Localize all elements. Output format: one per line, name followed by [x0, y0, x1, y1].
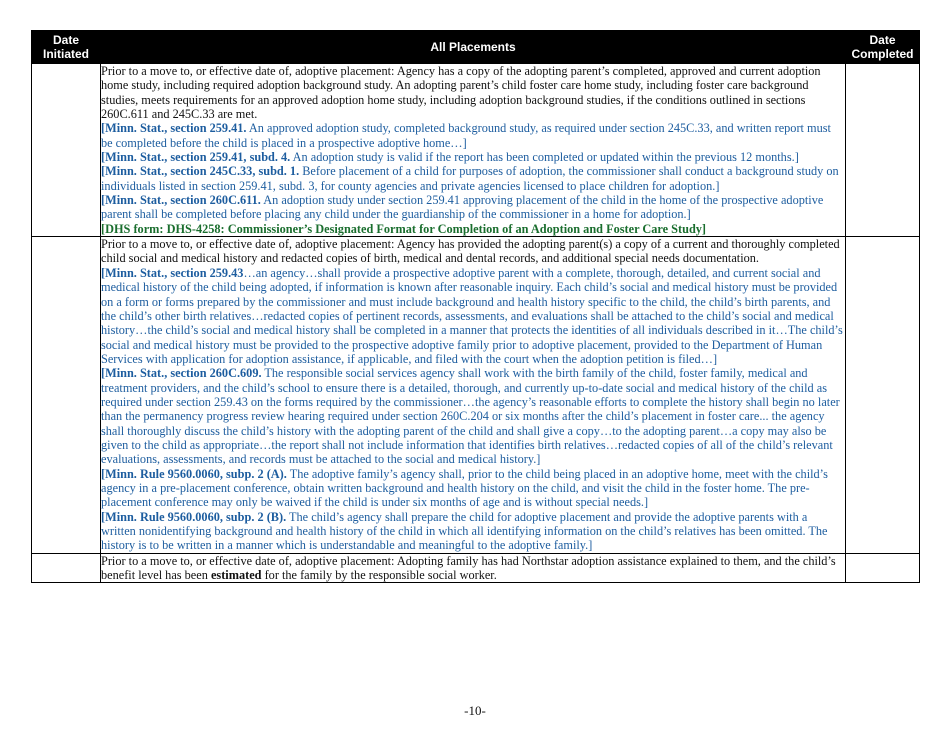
date-initiated-cell[interactable]: [32, 553, 101, 583]
rule-citation: [Minn. Rule 9560.0060, subp. 2 (A). The adoptive family’s agency shall, prior to the child being placed in an adoptive home, meet with the child’s agency in a pre-placement conference, obtain written background and health history on the child, and visit the child in the foster home. The pre-placement conference may only be waived if the child is under six months of age and is without special needs.]: [101, 466, 828, 510]
date-completed-cell[interactable]: [846, 553, 920, 583]
statute-citation: [Minn. Stat., section 259.41. An approved adoption study, completed background study, as required under section 245C.33, and written report must be completed before the child is placed in a prospective adoptive home…]: [101, 121, 831, 150]
statute-citation: [Minn. Stat., section 259.41, subd. 4. An adoption study is valid if the report has been completed or updated within the previous 12 months.]: [101, 150, 799, 165]
date-initiated-cell[interactable]: [32, 237, 101, 554]
date-completed-header: Date Completed: [846, 31, 920, 64]
date-completed-cell[interactable]: [846, 64, 920, 237]
dhs-form-reference: [DHS form: DHS-4258: Commissioner’s Designated Format for Completion of an Adoption and Foster Care Study]: [101, 221, 707, 236]
all-placements-header: All Placements: [101, 31, 846, 64]
requirement-text: Prior to a move to, or effective date of, adoptive placement: Agency has a copy of the adopting parent’s completed, approved and current adoption home study, including required adoption background study. An adopting parent’s child foster care home study, including foster care background studies, meets requirements for an approved adoption home study, including adoption background studies, if the conditions outlined in sections 260C.611 and 245C.33 are met.: [101, 64, 821, 122]
statute-citation: [Minn. Stat., section 260C.609. The responsible social services agency shall work with the birth family of the child, foster family, medical and treatment providers, and the child’s school to ensure there is a detailed, thorough, and currently up-to-date social and medical history of the child as required under section 259.43 on the forms required by the commissioner…the agency’s reasonable efforts to complete the history shall begin no later than the permanency progress review hearing required under section 260C.204 or six months after the child’s placement in foster care... the agency shall thoroughly discuss the child’s history with the adopting parent of the child and shall give a copy…to the adopting parent…a copy may also be given to the child as appropriate…the report shall not include information that identifies birth relatives…redacted copies of all of the child’s relevant evaluations, assessments, and records must be attached to the social and medical history.]: [101, 366, 840, 467]
page-number: -10-: [464, 703, 486, 718]
table-row: [32, 553, 920, 583]
requirement-cell: [101, 64, 846, 237]
rule-citation: [Minn. Rule 9560.0060, subp. 2 (B). The child’s agency shall prepare the child for adoptive placement and provide the adoptive parents with a written nonidentifying background and health history of the child in which all identifying information on the child’s relatives has been omitted. The history is to be written in a manner which is understandable and meaningful to the adoptive family.]: [101, 509, 828, 553]
header-row: [32, 31, 920, 64]
requirement-text: Prior to a move to, or effective date of, adoptive placement: Agency has provided the adopting parent(s) a copy of a current and thoroughly completed child social and medical history and redacted copies of birth, medical and dental records, and additional special needs documentation.: [101, 237, 840, 266]
statute-citation: [Minn. Stat., section 245C.33, subd. 1. Before placement of a child for purposes of adoption, the commissioner shall conduct a background study on individuals listed in section 259.41, subd. 3, for county agencies and private agencies licensed to place children for adoption.]: [101, 164, 839, 193]
table-row: [32, 64, 920, 237]
date-initiated-cell[interactable]: [32, 64, 101, 237]
requirement-cell: [101, 237, 846, 554]
statute-citation: [Minn. Stat., section 259.43…an agency…shall provide a prospective adoptive parent with a complete, thorough, detailed, and current social and medical history of the child being adopted, if information is known after reasonable inquiry. Each child’s social and medical history must be provided on a form or forms prepared by the commissioner and must include background and health history specific to the child, the child’s birth parents, and the child’s other birth relatives…redacted copies of pertinent records, assessments, and evaluations shall be attached to the child’s social and medical history…the child’s social and medical history shall be completed in a manner that protects the identities of all individuals described in it…The child’s social and medical history must be provided to the prospective adoptive family prior to adoptive placement, provided to the Department of Human Services with application for adoption assistance, if applicable, and filed with the court when the adoption petition is filed…]: [101, 265, 843, 366]
date-completed-cell[interactable]: [846, 237, 920, 554]
date-initiated-header: Date Initiated: [32, 31, 101, 64]
emphasis-estimated: estimated: [210, 568, 262, 583]
requirement-cell: [101, 553, 846, 583]
requirement-text: Prior to a move to, or effective date of, adoptive placement: Adopting family has had Northstar adoption assistance explained to them, and the child’s benefit level has been estimated for the family by the responsible social worker.: [101, 553, 836, 583]
table-row: [32, 237, 920, 554]
placement-checklist-table: [31, 30, 920, 583]
statute-citation: [Minn. Stat., section 260C.611. An adoption study under section 259.41 approving placement of the child in the home of the prospective adoptive parent shall be completed before placing any child under the guardianship of the commissioner in a home for adoption.]: [101, 193, 824, 222]
